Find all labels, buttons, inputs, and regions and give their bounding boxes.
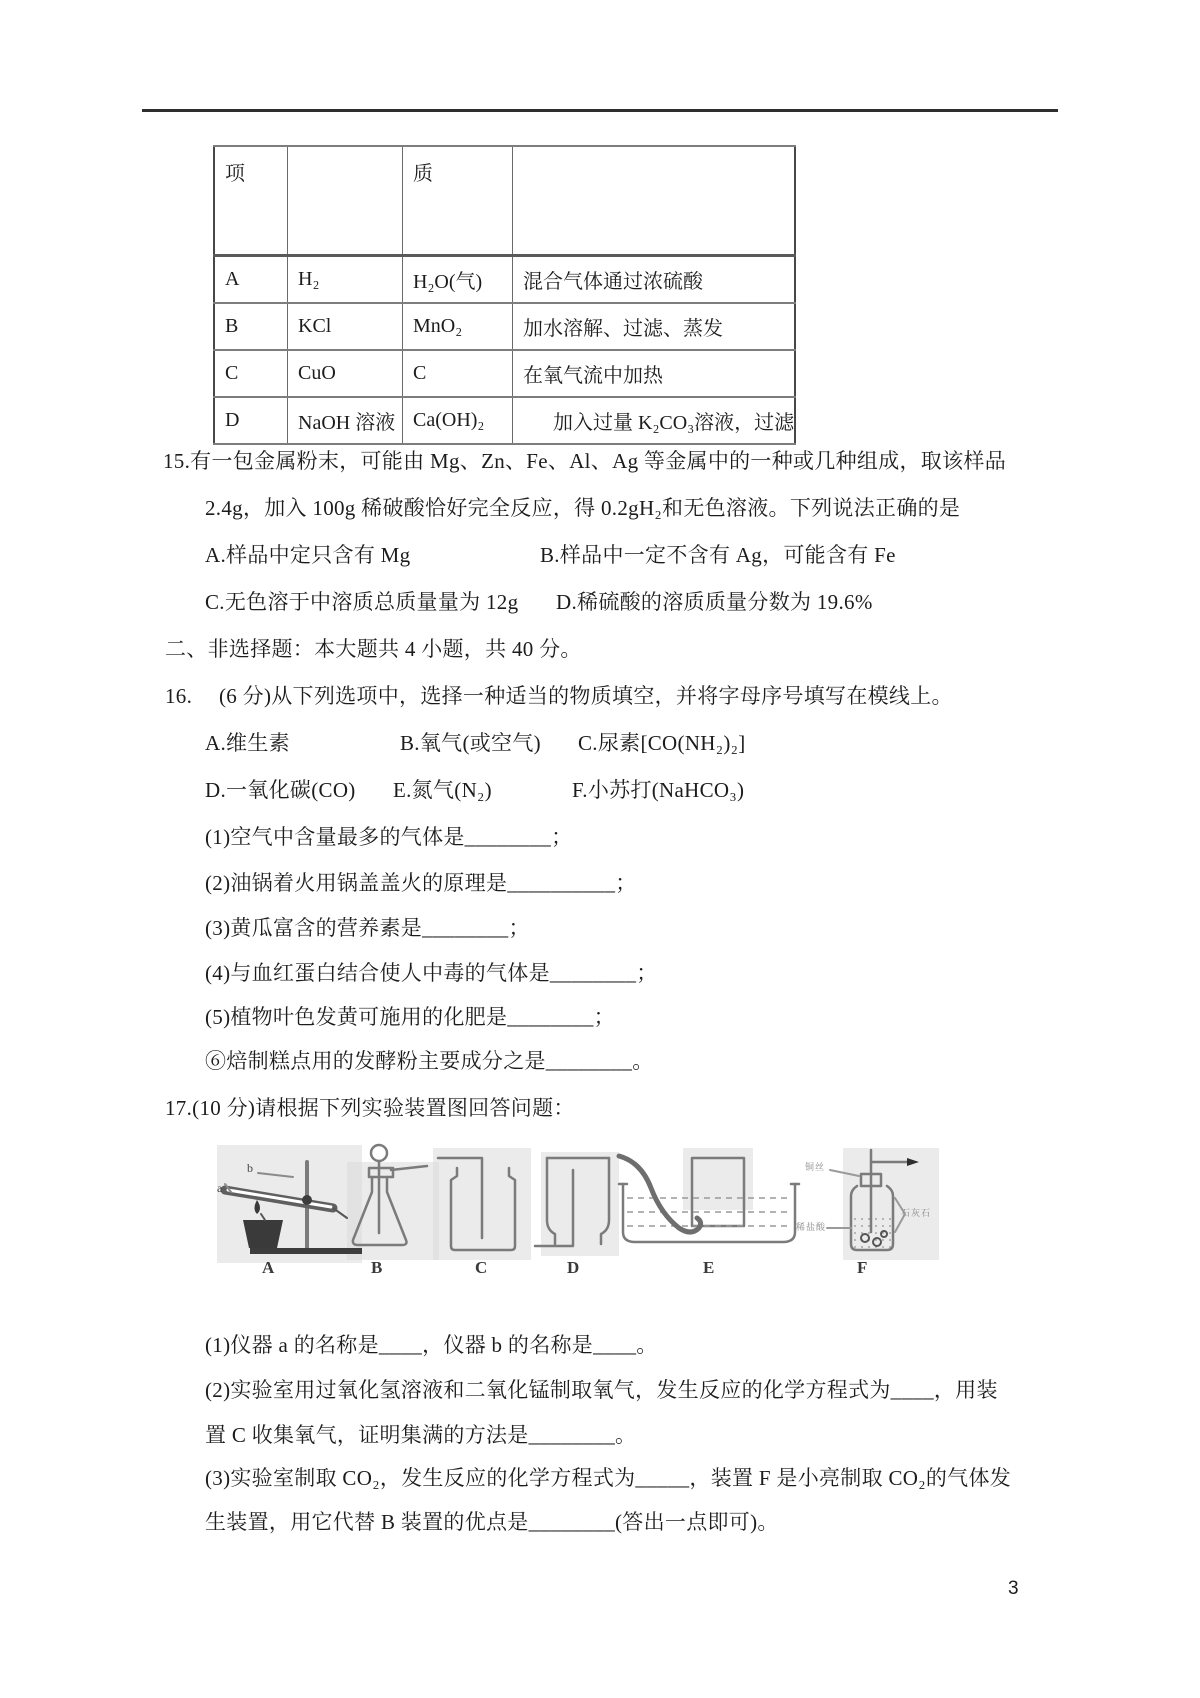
table-cell: C [214,350,288,397]
f-label-limestone: 石灰石 [901,1208,932,1218]
q16-item3: (3)黄瓜富含的营养素是________； [205,916,530,940]
q15-option-d: D.稀硫酸的溶质质量分数为 19.6% [556,590,873,614]
apparatus-figure [195,1140,940,1280]
table-row [214,256,795,304]
table-header-cell: 项 [214,146,288,256]
table-cell: D [214,397,288,444]
q15-option-a: A.样品中定只含有 Mg [205,543,411,567]
section2-title: 二、非选择题：本大题共 4 小题，共 40 分。 [165,637,582,661]
q15-stem-line1: 15.有一包金属粉末，可能由 Mg、Zn、Fe、Al、Ag 等金属中的一种或几种组成，取该样品 [163,449,1007,473]
q17-item1: (1)仪器 a 的名称是____，仪器 b 的名称是____。 [205,1333,658,1357]
q16-option-c: C.尿素[CO(NH₂)₂] [578,731,746,755]
table-cell: A [214,256,288,304]
table-cell: CuO [288,350,403,397]
purification-table [213,145,796,445]
q17-item3-line2: 生装置，用它代替 B 装置的优点是________(答出一点即可)。 [205,1510,779,1534]
q16-item1: (1)空气中含量最多的气体是________； [205,825,573,849]
table-cell: 在氧气流中加热 [513,350,796,397]
table-header-cell: 质 [403,146,513,256]
q16-item5: (5)植物叶色发黄可施用的化肥是________； [205,1005,615,1029]
q16-option-e: E.氮气(N₂) [393,778,492,802]
q17-item2-line1: (2)实验室用过氧化氢溶液和二氧化锰制取氧气，发生反应的化学方程式为____，用装 [205,1378,998,1402]
q16-option-d: D.一氧化碳(CO) [205,778,356,802]
scan-blotch [541,1152,619,1256]
q15-option-b: B.样品中一定不含有 Ag，可能含有 Fe [540,543,896,567]
table-cell: Ca(OH)₂ [403,397,513,444]
table-cell: NaOH 溶液 [288,397,403,444]
table-header-cell [513,146,796,256]
q17-item2-line2: 置 C 收集氧气，证明集满的方法是________。 [205,1423,637,1447]
table-cell: B [214,303,288,350]
q16-option-f: F.小苏打(NaHCO₃) [572,778,745,802]
figure-label-d: D [567,1258,580,1277]
header-rule [142,109,1058,112]
label-a: a [217,1181,223,1195]
q16-stem: 16. (6 分)从下列选项中，选择一种适当的物质填空，并将字母序号填写在模线上。 [165,684,953,708]
table-cell: KCl [288,303,403,350]
q16-option-a: A.维生素 [205,731,290,755]
figure-label-c: C [475,1258,488,1277]
table-row [214,350,795,397]
page-number: 3 [1008,1578,1019,1599]
table-cell: H₂ [288,256,403,304]
q15-option-c: C.无色溶于中溶质总质量量为 12g [205,590,519,614]
table-row [214,303,795,350]
q17-item3-line1: (3)实验室制取 CO₂，发生反应的化学方程式为_____，装置 F 是小亮制取 CO₂的气体发 [205,1466,1012,1490]
figure-label-b: B [371,1258,383,1277]
table-header-cell [288,146,403,256]
f-label-dilute-acid: 稀盐酸 [796,1222,827,1232]
table-header-row [214,146,795,256]
table-cell: H₂O(气) [403,256,513,304]
figure-label-e: E [703,1258,715,1277]
q16-item2: (2)油锅着火用锅盖盖火的原理是__________； [205,871,637,895]
q16-item4: (4)与血红蛋白结合使人中毒的气体是________； [205,961,658,985]
table-cell: C [403,350,513,397]
table-row [214,397,795,444]
table-cell: 加水溶解、过滤、蒸发 [513,303,796,350]
figure-label-f: F [857,1258,868,1277]
table-cell: MnO₂ [403,303,513,350]
q15-stem-line2: 2.4g，加入 100g 稀破酸恰好完全反应，得 0.2gH₂和无色溶液。下列说法正确的是 [205,496,961,520]
figure-label-a: A [262,1258,275,1277]
label-b: b [247,1161,253,1175]
table-cell: 混合气体通过浓硫酸 [513,256,796,304]
q17-stem: 17.(10 分)请根据下列实验装置图回答问题： [165,1096,575,1120]
table-cell: 加入过量 K₂CO₃溶液，过滤 [513,397,796,444]
q16-option-b: B.氧气(或空气) [400,731,541,755]
f-label-copper-wire: 铜丝 [805,1162,826,1172]
q16-item6: ⑥焙制糕点用的发酵粉主要成分之是________。 [205,1049,654,1073]
